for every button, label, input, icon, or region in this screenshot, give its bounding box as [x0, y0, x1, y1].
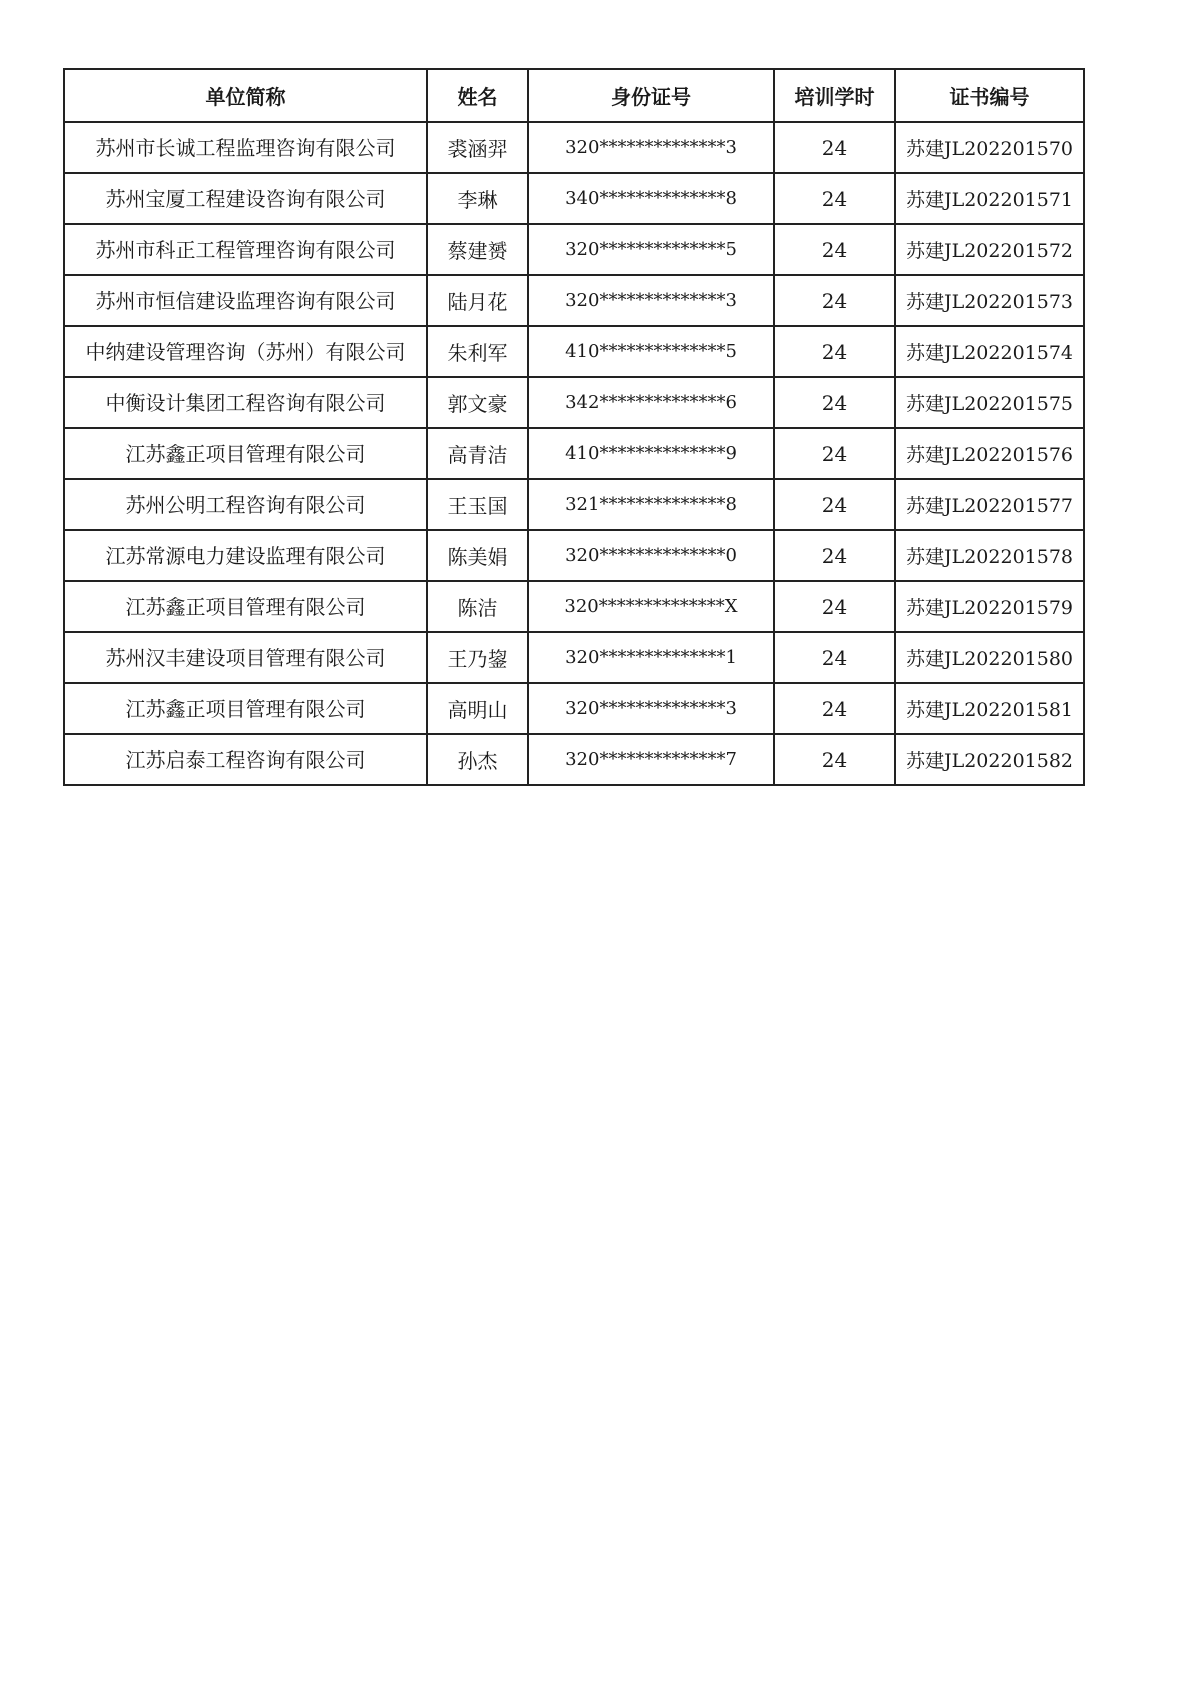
- cell-cert: 苏建JL202201576: [895, 428, 1084, 479]
- cell-name: 陈洁: [427, 581, 528, 632]
- cell-hours: 24: [774, 683, 895, 734]
- header-name: 姓名: [427, 69, 528, 122]
- cell-cert: 苏建JL202201577: [895, 479, 1084, 530]
- cell-cert: 苏建JL202201572: [895, 224, 1084, 275]
- certificate-table: [63, 68, 1085, 786]
- cell-id: 410**************5: [528, 326, 774, 377]
- cell-id: 320**************5: [528, 224, 774, 275]
- cell-cert: 苏建JL202201582: [895, 734, 1084, 785]
- cell-name: 王玉国: [427, 479, 528, 530]
- table-header: [64, 69, 1084, 122]
- table-row: [64, 479, 1084, 530]
- cell-hours: 24: [774, 326, 895, 377]
- cell-name: 高青洁: [427, 428, 528, 479]
- cell-name: 郭文豪: [427, 377, 528, 428]
- header-hours: 培训学时: [774, 69, 895, 122]
- cell-cert: 苏建JL202201575: [895, 377, 1084, 428]
- table-row: [64, 581, 1084, 632]
- cell-unit: 中衡设计集团工程咨询有限公司: [64, 377, 427, 428]
- header-unit: 单位简称: [64, 69, 427, 122]
- cell-cert: 苏建JL202201574: [895, 326, 1084, 377]
- cell-cert: 苏建JL202201570: [895, 122, 1084, 173]
- cell-hours: 24: [774, 530, 895, 581]
- cell-unit: 苏州市恒信建设监理咨询有限公司: [64, 275, 427, 326]
- header-id: 身份证号: [528, 69, 774, 122]
- cell-id: 320**************3: [528, 275, 774, 326]
- cell-id: 320**************X: [528, 581, 774, 632]
- header-row: [64, 69, 1084, 122]
- table-row: [64, 377, 1084, 428]
- cell-cert: 苏建JL202201579: [895, 581, 1084, 632]
- cell-cert: 苏建JL202201580: [895, 632, 1084, 683]
- cell-name: 蔡建赟: [427, 224, 528, 275]
- cell-unit: 苏州市科正工程管理咨询有限公司: [64, 224, 427, 275]
- cell-id: 320**************1: [528, 632, 774, 683]
- cell-hours: 24: [774, 581, 895, 632]
- table-row: [64, 173, 1084, 224]
- cell-unit: 江苏鑫正项目管理有限公司: [64, 581, 427, 632]
- cell-unit: 江苏鑫正项目管理有限公司: [64, 683, 427, 734]
- cell-hours: 24: [774, 632, 895, 683]
- cell-name: 高明山: [427, 683, 528, 734]
- table-row: [64, 275, 1084, 326]
- cell-id: 320**************3: [528, 683, 774, 734]
- cell-unit: 中纳建设管理咨询（苏州）有限公司: [64, 326, 427, 377]
- cell-id: 342**************6: [528, 377, 774, 428]
- cell-unit: 苏州公明工程咨询有限公司: [64, 479, 427, 530]
- cell-cert: 苏建JL202201573: [895, 275, 1084, 326]
- cell-id: 320**************3: [528, 122, 774, 173]
- table-row: [64, 632, 1084, 683]
- table-body: [64, 122, 1084, 785]
- cell-id: 320**************7: [528, 734, 774, 785]
- cell-name: 朱利军: [427, 326, 528, 377]
- cell-unit: 苏州市长诚工程监理咨询有限公司: [64, 122, 427, 173]
- table-row: [64, 530, 1084, 581]
- cell-cert: 苏建JL202201581: [895, 683, 1084, 734]
- table-row: [64, 224, 1084, 275]
- table-row: [64, 428, 1084, 479]
- cell-hours: 24: [774, 173, 895, 224]
- header-cert: 证书编号: [895, 69, 1084, 122]
- cell-id: 340**************8: [528, 173, 774, 224]
- cell-unit: 江苏启泰工程咨询有限公司: [64, 734, 427, 785]
- cell-unit: 苏州汉丰建设项目管理有限公司: [64, 632, 427, 683]
- cell-unit: 江苏鑫正项目管理有限公司: [64, 428, 427, 479]
- table-row: [64, 326, 1084, 377]
- cell-id: 321**************8: [528, 479, 774, 530]
- cell-hours: 24: [774, 377, 895, 428]
- cell-hours: 24: [774, 275, 895, 326]
- table-row: [64, 734, 1084, 785]
- cell-name: 李琳: [427, 173, 528, 224]
- cell-cert: 苏建JL202201578: [895, 530, 1084, 581]
- cell-name: 王乃鋆: [427, 632, 528, 683]
- cell-id: 410**************9: [528, 428, 774, 479]
- cell-cert: 苏建JL202201571: [895, 173, 1084, 224]
- cell-unit: 苏州宝厦工程建设咨询有限公司: [64, 173, 427, 224]
- cell-hours: 24: [774, 122, 895, 173]
- cell-hours: 24: [774, 224, 895, 275]
- cell-name: 孙杰: [427, 734, 528, 785]
- cell-name: 陈美娟: [427, 530, 528, 581]
- cell-unit: 江苏常源电力建设监理有限公司: [64, 530, 427, 581]
- cell-name: 陆月花: [427, 275, 528, 326]
- cell-hours: 24: [774, 734, 895, 785]
- cell-hours: 24: [774, 479, 895, 530]
- table-row: [64, 683, 1084, 734]
- cell-id: 320**************0: [528, 530, 774, 581]
- table-row: [64, 122, 1084, 173]
- cell-hours: 24: [774, 428, 895, 479]
- cell-name: 裘涵羿: [427, 122, 528, 173]
